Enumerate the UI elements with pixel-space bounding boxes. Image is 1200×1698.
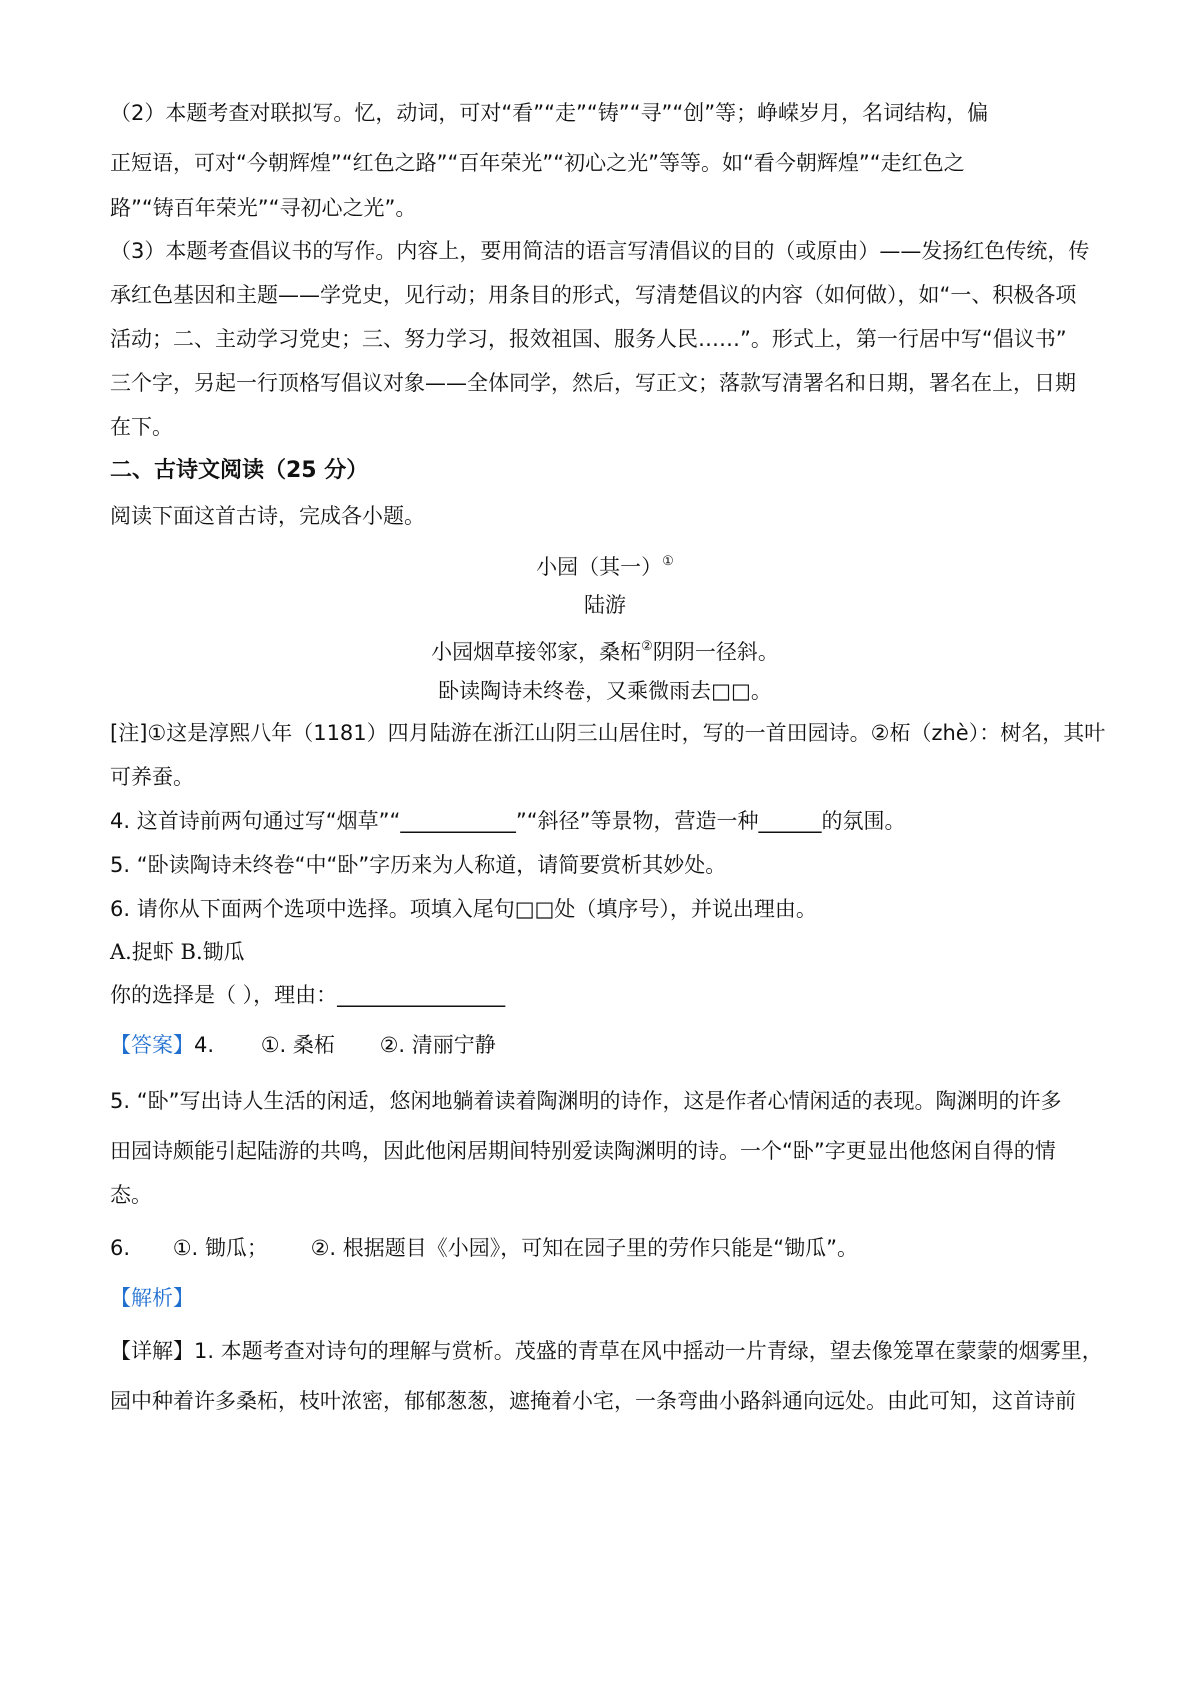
section-intro: 阅读下面这首古诗，完成各小题。: [110, 504, 425, 528]
detail-line1-text: 1. 本题考查对诗句的理解与赏析。茂盛的青草在风中摇动一片青绿，望去像笼罩在蒙蒙的烟雾里，: [194, 1339, 1103, 1363]
answer-6-item2: ②. 根据题目《小园》，可知在园子里的劳作只能是“锄瓜”。: [310, 1236, 859, 1260]
answer-5-line3: 态。: [110, 1183, 152, 1207]
answer-4-number: 4.: [194, 1033, 215, 1057]
poem-author: 陆游: [584, 593, 626, 617]
answer-line-4: [110, 1030, 1100, 1060]
question-5: 5. “卧读陶诗未终卷“中“卧”字历来为人称道，请简要赏析其妙处。: [110, 853, 727, 877]
question-6: 6. 请你从下面两个选项中选择。项填入尾句□□处（填序号），并说出理由。: [110, 897, 817, 921]
note-line1: [注]①这是淳熙八年（1181）四月陆游在浙江山阴三山居住时，写的一首田园诗。②柘（zhè）：树名，其叶: [110, 721, 1106, 745]
poem-title-text: 小园（其一）: [536, 555, 663, 579]
answer-line-6: [110, 1233, 1100, 1263]
answer-tag: 【答案】: [110, 1033, 194, 1057]
poem-line2: 卧读陶诗未终卷，又乘微雨去□□。: [438, 679, 772, 703]
note-line2: 可养蚕。: [110, 765, 194, 789]
para3-line5: 在下。: [110, 415, 173, 439]
detail-tag: 【详解】: [110, 1339, 194, 1363]
poem-line1-a: 小园烟草接邻家，桑柘: [431, 640, 642, 664]
para2-line3: 路”“铸百年荣光”“寻初心之光”。: [110, 196, 417, 220]
question-4: 4. 这首诗前两句通过写“烟草”“___________”“斜径”等景物，营造一种______的氛围。: [110, 809, 906, 833]
answer-5-line1: 5. “卧”写出诗人生活的闲适，悠闲地躺着读着陶渊明的诗作，这是作者心情闲适的表现。陶渊明的许多: [110, 1089, 1062, 1113]
answer-5-line2: 田园诗颇能引起陆游的共鸣，因此他闲居期间特别爱读陶渊明的诗。一个“卧”字更显出他悠闲自得的情: [110, 1139, 1056, 1163]
answer-4-item1: ①. 桑柘: [260, 1033, 335, 1057]
answer-6-number: 6.: [110, 1236, 131, 1260]
poem-title: [110, 547, 1100, 582]
question-6-options: A.捉虾 B.锄瓜: [110, 940, 245, 964]
para2-line1: （2）本题考查对联拟写。忆，动词，可对“看”“走”“铸”“寻”“创”等；峥嵘岁月，名词结构，偏: [110, 101, 989, 125]
answer-4-item2: ②. 清丽宁静: [379, 1033, 496, 1057]
para3-line3: 活动；二、主动学习党史；三、努力学习，报效祖国、服务人民……”。形式上，第一行居中写“倡议书”: [110, 327, 1067, 351]
poem-title-note: ①: [662, 554, 674, 569]
poem-line1: [110, 632, 1100, 667]
detail-line2: 园中种着许多桑柘，枝叶浓密，郁郁葱葱，遮掩着小宅，一条弯曲小路斜通向远处。由此可知，这首诗前: [110, 1389, 1076, 1413]
para3-line2: 承红色基因和主题——学党史，见行动；用条目的形式，写清楚倡议的内容（如何做），如“一、积极各项: [110, 283, 1077, 307]
analysis-tag: 【解析】: [110, 1286, 194, 1310]
para3-line4: 三个字，另起一行顶格写倡议对象——全体同学，然后，写正文；落款写清署名和日期，署名在上，日期: [110, 371, 1076, 395]
para2-line2: 正短语，可对“今朝辉煌”“红色之路”“百年荣光”“初心之光”等等。如“看今朝辉煌”“走红色之: [110, 151, 965, 175]
para3-line1: （3）本题考查倡议书的写作。内容上，要用简洁的语言写清倡议的目的（或原由）——发扬红色传统，传: [110, 239, 1090, 263]
section-heading: 二、古诗文阅读（25 分）: [110, 458, 369, 483]
answer-6-item1: ①. 锄瓜；: [172, 1236, 268, 1260]
question-6-choice: 你的选择是（ ），理由：________________: [110, 983, 506, 1007]
detail-line1: [110, 1336, 1103, 1366]
poem-line1-note: ②: [641, 639, 653, 654]
poem-line1-b: 阴阴一径斜。: [652, 640, 779, 664]
